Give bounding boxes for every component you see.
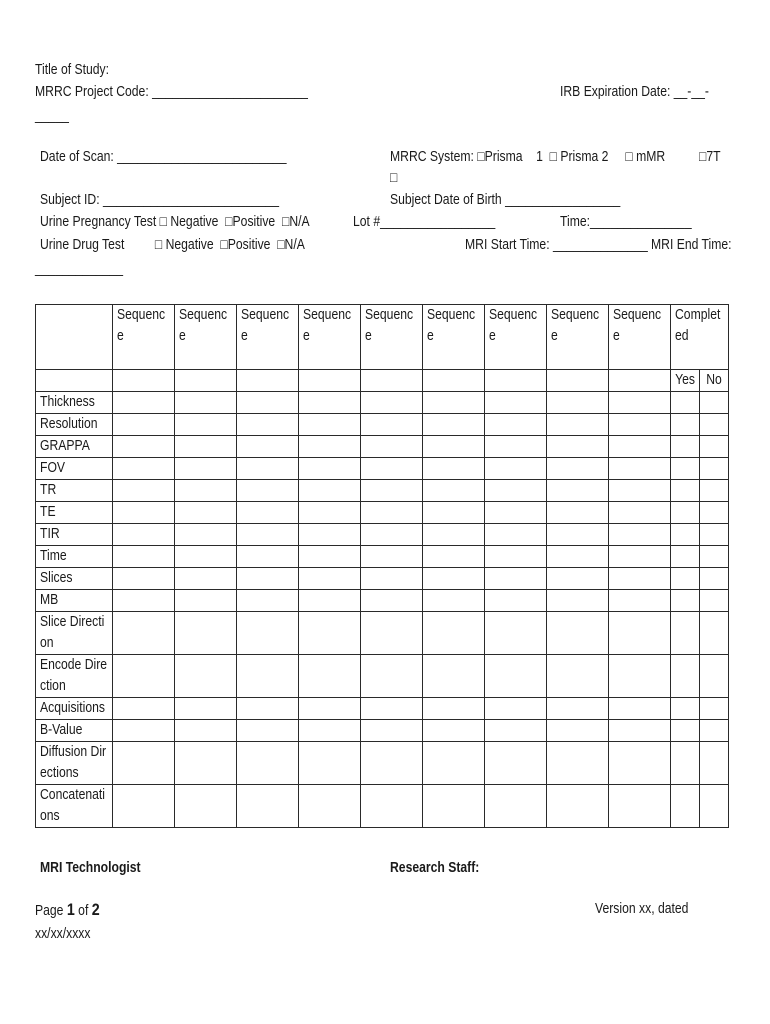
completed-yes-cell[interactable] xyxy=(671,546,700,568)
table-row xyxy=(36,590,729,612)
sequence-value-cell[interactable] xyxy=(361,590,423,612)
sequence-value-cell[interactable] xyxy=(175,612,237,655)
completed-yes-cell[interactable] xyxy=(671,392,700,414)
sequence-value-cell[interactable] xyxy=(113,612,175,655)
table-row xyxy=(36,742,729,785)
row-label-cell xyxy=(36,436,113,458)
empty-cell[interactable] xyxy=(361,370,423,392)
sequence-value-cell[interactable] xyxy=(299,546,361,568)
sequence-value-cell[interactable] xyxy=(361,392,423,414)
sequence-value-cell[interactable] xyxy=(547,546,609,568)
row-label-cell xyxy=(36,392,113,414)
sequence-value-cell[interactable] xyxy=(175,785,237,828)
sequence-value-cell[interactable] xyxy=(361,742,423,785)
sequence-value-cell[interactable] xyxy=(423,436,485,458)
sequence-value-cell[interactable] xyxy=(175,458,237,480)
irb-expiration-date-field[interactable]: IRB Expiration Date: __-__- xyxy=(560,84,709,100)
sequence-value-cell[interactable] xyxy=(609,392,671,414)
completed-no-cell[interactable] xyxy=(700,502,729,524)
empty-cell[interactable] xyxy=(609,370,671,392)
research-staff-label: Research Staff: xyxy=(390,860,480,876)
yes-no-row xyxy=(36,370,729,392)
sequence-value-cell[interactable] xyxy=(423,568,485,590)
sequence-value-cell[interactable] xyxy=(299,436,361,458)
table-row xyxy=(36,785,729,828)
row-label: GRAPPA xyxy=(40,438,90,454)
sequence-value-cell[interactable] xyxy=(423,392,485,414)
sequence-value-cell[interactable] xyxy=(237,742,299,785)
row-label: Slices xyxy=(40,570,73,586)
sequence-value-cell[interactable] xyxy=(175,392,237,414)
sequence-value-cell[interactable] xyxy=(299,568,361,590)
sequence-value-cell[interactable] xyxy=(485,480,547,502)
completed-no-cell[interactable] xyxy=(700,480,729,502)
sequence-header: Sequence xyxy=(361,305,423,370)
sequence-value-cell[interactable] xyxy=(423,655,485,698)
sequence-value-cell[interactable] xyxy=(609,436,671,458)
completed-yes-cell[interactable] xyxy=(671,590,700,612)
sequence-value-cell[interactable] xyxy=(237,785,299,828)
time-field[interactable]: Time:_______________ xyxy=(560,214,692,230)
sequence-value-cell[interactable] xyxy=(485,502,547,524)
lot-number-field[interactable]: Lot #_________________ xyxy=(353,214,496,230)
table-row xyxy=(36,392,729,414)
completed-yes-cell[interactable] xyxy=(671,568,700,590)
sequence-value-cell[interactable] xyxy=(547,414,609,436)
sequence-value-cell[interactable] xyxy=(175,698,237,720)
sequence-value-cell[interactable] xyxy=(237,436,299,458)
sequence-value-cell[interactable] xyxy=(485,568,547,590)
sequence-value-cell[interactable] xyxy=(237,458,299,480)
sequence-value-cell[interactable] xyxy=(237,590,299,612)
sequence-value-cell[interactable] xyxy=(361,414,423,436)
sequence-value-cell[interactable] xyxy=(547,436,609,458)
sequence-value-cell[interactable] xyxy=(609,458,671,480)
sequence-value-cell[interactable] xyxy=(547,458,609,480)
subject-id-field[interactable]: Subject ID: __________________________ xyxy=(40,192,280,208)
sequence-value-cell[interactable] xyxy=(609,502,671,524)
sequence-value-cell[interactable] xyxy=(299,458,361,480)
row-label-cell xyxy=(36,785,113,828)
completed-no-header: No xyxy=(700,370,729,392)
version-label: Version xx, dated xyxy=(595,901,689,917)
sequence-value-cell[interactable] xyxy=(237,480,299,502)
sequence-value-cell[interactable] xyxy=(299,698,361,720)
sequence-value-cell[interactable] xyxy=(113,480,175,502)
row-label: FOV xyxy=(40,460,66,476)
sequence-value-cell[interactable] xyxy=(423,480,485,502)
sequence-value-cell[interactable] xyxy=(423,502,485,524)
sequence-value-cell[interactable] xyxy=(547,568,609,590)
sequence-value-cell[interactable] xyxy=(237,720,299,742)
completed-yes-cell[interactable] xyxy=(671,436,700,458)
completed-no-cell[interactable] xyxy=(700,785,729,828)
sequence-value-cell[interactable] xyxy=(485,698,547,720)
row-label-cell xyxy=(36,590,113,612)
sequence-value-cell[interactable] xyxy=(423,414,485,436)
sequence-value-cell[interactable] xyxy=(299,414,361,436)
sequence-header: Sequence xyxy=(299,305,361,370)
sequence-value-cell[interactable] xyxy=(113,392,175,414)
sequence-value-cell[interactable] xyxy=(485,590,547,612)
sequence-value-cell[interactable] xyxy=(175,568,237,590)
sequence-value-cell[interactable] xyxy=(547,785,609,828)
completed-yes-cell[interactable] xyxy=(671,414,700,436)
completed-yes-header: Yes xyxy=(671,370,700,392)
sequence-value-cell[interactable] xyxy=(237,414,299,436)
completed-no-cell[interactable] xyxy=(700,392,729,414)
row-label: B-Value xyxy=(40,722,83,738)
sequence-value-cell[interactable] xyxy=(423,698,485,720)
table-row xyxy=(36,720,729,742)
sequence-value-cell[interactable] xyxy=(361,612,423,655)
completed-no-cell[interactable] xyxy=(700,436,729,458)
completed-yes-cell[interactable] xyxy=(671,698,700,720)
table-row xyxy=(36,414,729,436)
completed-no-cell[interactable] xyxy=(700,612,729,655)
sequence-value-cell[interactable] xyxy=(113,742,175,785)
sequence-value-cell[interactable] xyxy=(609,785,671,828)
completed-no-cell[interactable] xyxy=(700,720,729,742)
sequence-value-cell[interactable] xyxy=(609,742,671,785)
sequence-value-cell[interactable] xyxy=(299,785,361,828)
row-label-cell xyxy=(36,612,113,655)
row-label: Diffusion Directions xyxy=(40,744,107,781)
page-date: xx/xx/xxxx xyxy=(35,926,91,942)
sequence-header: Sequence xyxy=(237,305,299,370)
sequence-value-cell[interactable] xyxy=(361,698,423,720)
sequence-value-cell[interactable] xyxy=(485,458,547,480)
sequence-value-cell[interactable] xyxy=(485,414,547,436)
completed-yes-cell[interactable] xyxy=(671,524,700,546)
row-label: Time xyxy=(40,548,67,564)
table-row xyxy=(36,502,729,524)
sequence-value-cell[interactable] xyxy=(299,590,361,612)
row-label: TR xyxy=(40,482,57,498)
sequence-value-cell[interactable] xyxy=(485,742,547,785)
sequence-value-cell[interactable] xyxy=(361,458,423,480)
sequence-value-cell[interactable] xyxy=(113,502,175,524)
sequence-value-cell[interactable] xyxy=(609,655,671,698)
sequence-value-cell[interactable] xyxy=(175,436,237,458)
completed-yes-cell[interactable] xyxy=(671,655,700,698)
sequence-value-cell[interactable] xyxy=(609,698,671,720)
row-label-cell xyxy=(36,458,113,480)
sequence-value-cell[interactable] xyxy=(175,546,237,568)
empty-cell[interactable] xyxy=(485,370,547,392)
sequence-value-cell[interactable] xyxy=(113,785,175,828)
row-label: Resolution xyxy=(40,416,98,432)
mri-technologist-label: MRI Technologist xyxy=(40,860,141,876)
row-label-cell xyxy=(36,720,113,742)
completed-no-cell[interactable] xyxy=(700,546,729,568)
sequence-value-cell[interactable] xyxy=(175,720,237,742)
sequence-value-cell[interactable] xyxy=(547,698,609,720)
sequence-value-cell[interactable] xyxy=(113,655,175,698)
empty-cell[interactable] xyxy=(175,370,237,392)
completed-no-cell[interactable] xyxy=(700,524,729,546)
row-label: Slice Direction xyxy=(40,614,105,651)
row-label-cell xyxy=(36,742,113,785)
empty-cell[interactable] xyxy=(113,370,175,392)
sequence-value-cell[interactable] xyxy=(299,720,361,742)
sequence-value-cell[interactable] xyxy=(547,655,609,698)
completed-yes-cell[interactable] xyxy=(671,458,700,480)
sequence-value-cell[interactable] xyxy=(237,655,299,698)
urine-drug-test-options[interactable]: Urine Drug Test □ Negative □Positive □N/A xyxy=(40,237,305,253)
sequence-value-cell[interactable] xyxy=(237,502,299,524)
completed-yes-cell[interactable] xyxy=(671,502,700,524)
sequence-value-cell[interactable] xyxy=(299,655,361,698)
date-of-scan-field[interactable]: Date of Scan: _________________________ xyxy=(40,149,287,165)
sequence-value-cell[interactable] xyxy=(547,720,609,742)
sequence-value-cell[interactable] xyxy=(361,568,423,590)
sequence-value-cell[interactable] xyxy=(113,524,175,546)
table-row xyxy=(36,568,729,590)
sequence-value-cell[interactable] xyxy=(237,524,299,546)
sequence-parameters-table xyxy=(35,304,729,828)
sequence-header: Sequence xyxy=(113,305,175,370)
sequence-value-cell[interactable] xyxy=(423,720,485,742)
sequence-value-cell[interactable] xyxy=(175,590,237,612)
sequence-value-cell[interactable] xyxy=(299,392,361,414)
sequence-value-cell[interactable] xyxy=(547,590,609,612)
completed-yes-cell[interactable] xyxy=(671,720,700,742)
sequence-value-cell[interactable] xyxy=(485,436,547,458)
sequence-value-cell[interactable] xyxy=(609,524,671,546)
empty-cell[interactable] xyxy=(299,370,361,392)
row-label: Acquisitions xyxy=(40,700,105,716)
table-row xyxy=(36,698,729,720)
sequence-value-cell[interactable] xyxy=(237,568,299,590)
sequence-value-cell[interactable] xyxy=(113,458,175,480)
sequence-value-cell[interactable] xyxy=(485,785,547,828)
sequence-header: Sequence xyxy=(423,305,485,370)
row-label: Thickness xyxy=(40,394,95,410)
table-row xyxy=(36,612,729,655)
sequence-header: Sequence xyxy=(609,305,671,370)
table-row xyxy=(36,524,729,546)
row-label: TE xyxy=(40,504,56,520)
corner-cell xyxy=(36,305,113,370)
subject-dob-field[interactable]: Subject Date of Birth _________________ xyxy=(390,192,621,208)
sequence-value-cell[interactable] xyxy=(423,524,485,546)
row-label: TIR xyxy=(40,526,60,542)
sequence-value-cell[interactable] xyxy=(423,785,485,828)
empty-cell[interactable] xyxy=(547,370,609,392)
sequence-value-cell[interactable] xyxy=(423,546,485,568)
sequence-value-cell[interactable] xyxy=(237,698,299,720)
title-of-study-label: Title of Study: xyxy=(35,62,110,78)
empty-cell[interactable] xyxy=(237,370,299,392)
completed-no-cell[interactable] xyxy=(700,655,729,698)
sequence-value-cell[interactable] xyxy=(113,698,175,720)
sequence-value-cell[interactable] xyxy=(237,392,299,414)
table-row xyxy=(36,480,729,502)
row-label: Concatenations xyxy=(40,787,106,824)
sequence-value-cell[interactable] xyxy=(237,546,299,568)
row-label: MB xyxy=(40,592,59,608)
completed-yes-cell[interactable] xyxy=(671,742,700,785)
sequence-value-cell[interactable] xyxy=(113,436,175,458)
mrrc-system-options[interactable]: MRRC System: □Prisma 1 □ Prisma 2 □ mMR □7T xyxy=(390,149,721,165)
row-label-cell xyxy=(36,524,113,546)
sequence-header: Sequence xyxy=(485,305,547,370)
completed-no-cell[interactable] xyxy=(700,414,729,436)
completed-header: Completed xyxy=(671,305,729,370)
sequence-value-cell[interactable] xyxy=(423,458,485,480)
completed-yes-cell[interactable] xyxy=(671,785,700,828)
urine-pregnancy-test-options[interactable]: Urine Pregnancy Test □ Negative □Positive □N/A xyxy=(40,214,310,230)
sequence-value-cell[interactable] xyxy=(175,742,237,785)
completed-no-cell[interactable] xyxy=(700,568,729,590)
completed-no-cell[interactable] xyxy=(700,698,729,720)
table-row xyxy=(36,546,729,568)
sequence-value-cell[interactable] xyxy=(361,546,423,568)
sequence-value-cell[interactable] xyxy=(175,655,237,698)
sequence-value-cell[interactable] xyxy=(547,480,609,502)
sequence-value-cell[interactable] xyxy=(547,392,609,414)
sequence-header: Sequence xyxy=(175,305,237,370)
sequence-value-cell[interactable] xyxy=(113,720,175,742)
empty-cell[interactable] xyxy=(423,370,485,392)
sequence-value-cell[interactable] xyxy=(485,546,547,568)
irb-expiration-date-continued: _____ xyxy=(35,108,69,124)
row-label-cell xyxy=(36,480,113,502)
table-row xyxy=(36,436,729,458)
sequence-value-cell[interactable] xyxy=(423,590,485,612)
sequence-value-cell[interactable] xyxy=(175,502,237,524)
sequence-value-cell[interactable] xyxy=(609,480,671,502)
sequence-value-cell[interactable] xyxy=(361,480,423,502)
sequence-header: Sequence xyxy=(547,305,609,370)
sequence-value-cell[interactable] xyxy=(299,480,361,502)
completed-yes-cell[interactable] xyxy=(671,612,700,655)
sequence-value-cell[interactable] xyxy=(485,612,547,655)
table-row xyxy=(36,655,729,698)
sequence-value-cell[interactable] xyxy=(609,590,671,612)
table-header-row xyxy=(36,305,729,370)
completed-no-cell[interactable] xyxy=(700,590,729,612)
row-label-cell xyxy=(36,546,113,568)
sequence-value-cell[interactable] xyxy=(361,436,423,458)
sequence-value-cell[interactable] xyxy=(485,720,547,742)
row-label-cell xyxy=(36,568,113,590)
mri-start-time-field[interactable]: MRI Start Time: ______________ xyxy=(465,237,648,253)
row-label-cell xyxy=(36,655,113,698)
sequence-value-cell[interactable] xyxy=(609,568,671,590)
row-label: Encode Direction xyxy=(40,657,108,694)
sequence-value-cell[interactable] xyxy=(547,742,609,785)
sequence-value-cell[interactable] xyxy=(485,524,547,546)
sequence-value-cell[interactable] xyxy=(299,502,361,524)
empty-cell[interactable] xyxy=(36,370,113,392)
sequence-value-cell[interactable] xyxy=(299,612,361,655)
sequence-value-cell[interactable] xyxy=(299,742,361,785)
sequence-value-cell[interactable] xyxy=(113,414,175,436)
row-label-cell xyxy=(36,698,113,720)
sequence-value-cell[interactable] xyxy=(361,524,423,546)
sequence-value-cell[interactable] xyxy=(113,590,175,612)
sequence-value-cell[interactable] xyxy=(547,524,609,546)
sequence-value-cell[interactable] xyxy=(299,524,361,546)
sequence-value-cell[interactable] xyxy=(175,480,237,502)
completed-no-cell[interactable] xyxy=(700,458,729,480)
sequence-value-cell[interactable] xyxy=(609,720,671,742)
sequence-value-cell[interactable] xyxy=(609,546,671,568)
sequence-value-cell[interactable] xyxy=(361,785,423,828)
page-number: Page 1 of 2 xyxy=(35,900,100,919)
row-label-cell xyxy=(36,502,113,524)
sequence-value-cell[interactable] xyxy=(361,655,423,698)
sequence-value-cell[interactable] xyxy=(113,568,175,590)
completed-no-cell[interactable] xyxy=(700,742,729,785)
mrrc-system-extra-checkbox[interactable]: □ xyxy=(390,170,398,186)
sequence-value-cell[interactable] xyxy=(361,720,423,742)
sequence-value-cell[interactable] xyxy=(423,742,485,785)
mri-end-time-label: MRI End Time: xyxy=(651,237,732,253)
table-row xyxy=(36,458,729,480)
sequence-value-cell[interactable] xyxy=(547,612,609,655)
sequence-value-cell[interactable] xyxy=(547,502,609,524)
sequence-value-cell[interactable] xyxy=(485,655,547,698)
sequence-value-cell[interactable] xyxy=(113,546,175,568)
sequence-value-cell[interactable] xyxy=(175,524,237,546)
sequence-value-cell[interactable] xyxy=(175,414,237,436)
sequence-value-cell[interactable] xyxy=(237,612,299,655)
sequence-value-cell[interactable] xyxy=(423,612,485,655)
sequence-value-cell[interactable] xyxy=(485,392,547,414)
sequence-value-cell[interactable] xyxy=(609,414,671,436)
mrrc-project-code-field[interactable]: MRRC Project Code: _______________________ xyxy=(35,84,308,100)
sequence-value-cell[interactable] xyxy=(361,502,423,524)
sequence-value-cell[interactable] xyxy=(609,612,671,655)
row-label-cell xyxy=(36,414,113,436)
mri-end-time-field[interactable]: _____________ xyxy=(35,261,124,277)
completed-yes-cell[interactable] xyxy=(671,480,700,502)
